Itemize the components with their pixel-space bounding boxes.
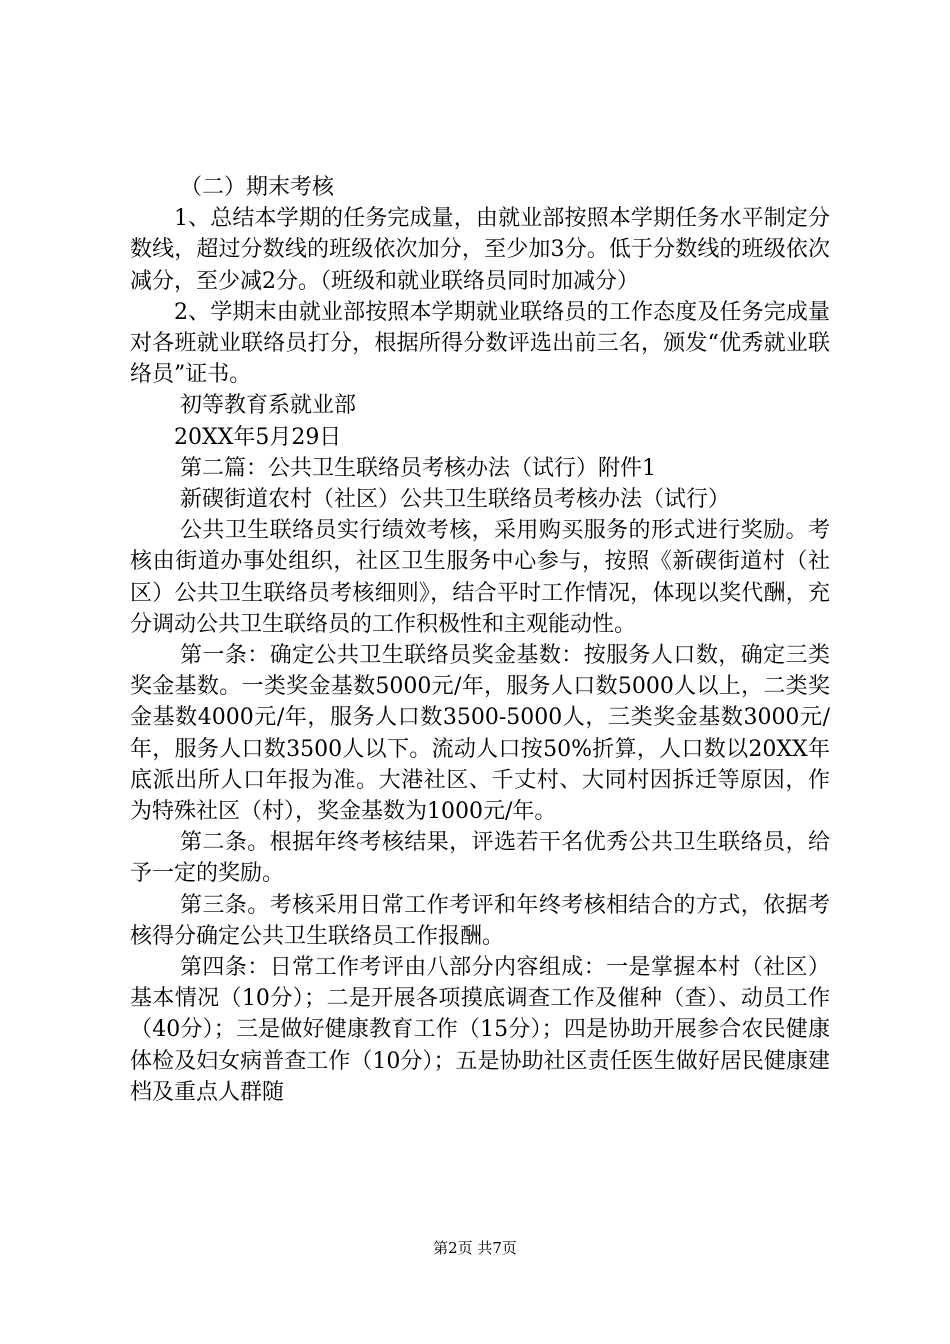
signature-date: 20XX年5月29日 — [174, 424, 342, 450]
document-body — [130, 172, 830, 1108]
paragraph-article-3: 第三条。考核采用日常工作考评和年终考核相结合的方式，依据考核得分确定公共卫生联络员工作报酬。 — [130, 892, 830, 949]
page-number-footer: 第2页 共7页 — [433, 1239, 517, 1257]
document-title: 新碶街道农村（社区）公共卫生联络员考核办法（试行） — [180, 487, 731, 513]
chapter-heading-part-two: 第二篇：公共卫生联络员考核办法（试行）附件1 — [180, 455, 656, 481]
signature-department: 初等教育系就业部 — [180, 393, 357, 419]
paragraph-intro: 公共卫生联络员实行绩效考核，采用购买服务的形式进行奖励。考核由街道办事处组织，社区卫生服务中心参与，按照《新碶街道村（社区）公共卫生联络员考核细则》，结合平时工作情况，体现以奖代酬，充分调动公共卫生联络员的工作积极性和主观能动性。 — [130, 518, 830, 637]
paragraph-item-2: 2、学期末由就业部按照本学期就业联络员的工作态度及任务完成量对各班就业联络员打分，根据所得分数评选出前三名，颁发“优秀就业联络员”证书。 — [130, 299, 830, 388]
paragraph-article-1: 第一条：确定公共卫生联络员奖金基数：按服务人口数，确定三类奖金基数。一类奖金基数5000元/年，服务人口数5000人以上，二类奖金基数4000元/年，服务人口数3500-5000人，三类奖金基数3000元/年，服务人口数3500人以下。流动人口按50%折算，人口数以20XX年底派出所人口年报为准。大港社区、千丈村、大同村因拆迁等原因，作为特殊社区（村），奖金基数为1000元/年。 — [130, 643, 830, 825]
paragraph-article-4: 第四条：日常工作考评由八部分内容组成：一是掌握本村（社区）基本情况（10分）；二是开展各项摸底调查工作及催种（查）、动员工作（40分）；三是做好健康教育工作（15分）；四是协助开展参合农民健康体检及妇女病普查工作（10分）；五是协助社区责任医生做好居民健康建档及重点人群随 — [130, 955, 830, 1105]
paragraph-article-2: 第二条。根据年终考核结果，评选若干名优秀公共卫生联络员，给予一定的奖励。 — [130, 830, 830, 887]
section-heading-final-assessment: （二）期末考核 — [180, 175, 335, 200]
paragraph-item-1: 1、总结本学期的任务完成量，由就业部按照本学期任务水平制定分数线，超过分数线的班级依次加分，至少加3分。低于分数线的班级依次减分，至少减2分。（班级和就业联络员同时加减分） — [130, 206, 830, 294]
